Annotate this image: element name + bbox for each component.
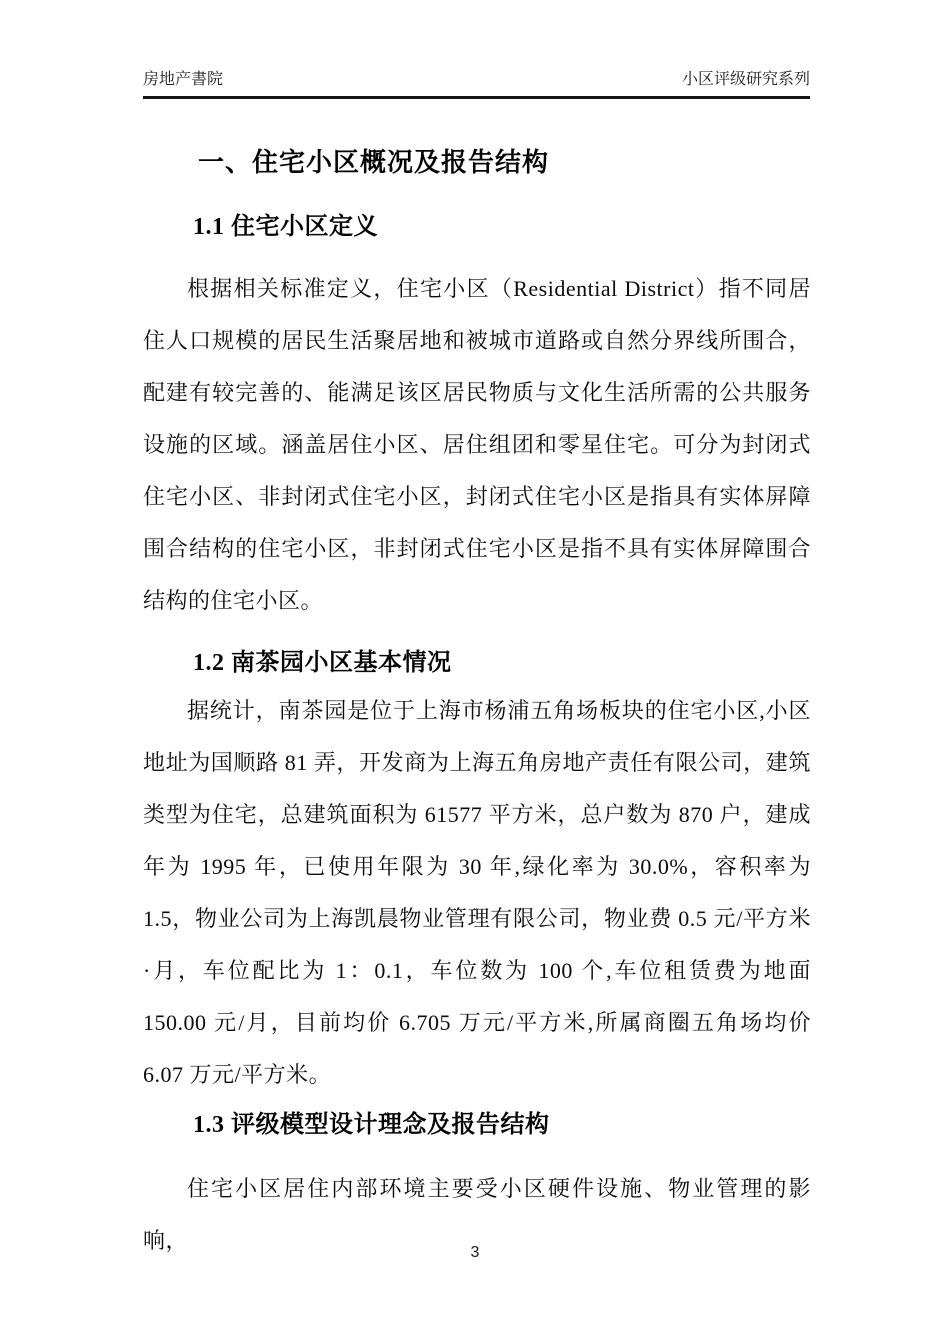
- section-heading-1-3: 1.3 评级模型设计理念及报告结构: [193, 1112, 550, 1138]
- section-heading-1-1: 1.1 住宅小区定义: [193, 214, 378, 240]
- header-right-text: 小区评级研究系列: [681, 71, 810, 88]
- paragraph-model-intro: 住宅小区居住内部环境主要受小区硬件设施、物业管理的影响，: [143, 1176, 811, 1253]
- chapter-title: 一、住宅小区概况及报告结构: [198, 148, 550, 177]
- section-heading-1-2: 1.2 南茶园小区基本情况: [193, 650, 452, 676]
- page-footer: [0, 1244, 950, 1262]
- header-left-text: 房地产書院: [143, 71, 224, 88]
- paragraph-community-info: 据统计，南茶园是位于上海市杨浦五角场板块的住宅小区,小区地址为国顺路 81 弄，开发商为上海五角房地产责任有限公司，建筑类型为住宅，总建筑面积为 61577 平方米，总户数为 870 户，建成年为 1995 年，已使用年限为 30 年,绿化率为 30.0%，容积率为 1.5，物业公司为上海凯晨物业管理有限公司，物业费 0.5 元/平方米·月，车位配比为 1：0.1，车位数为 100 个,车位租赁费为地面 150.00 元/月，目前均价 6.705 万元/平方米,所属商圈五角场均价 6.07 万元/平方米。: [143, 698, 811, 1087]
- page-number: 3: [470, 1244, 480, 1261]
- page-header: [143, 66, 810, 99]
- paragraph-definition: 根据相关标准定义，住宅小区（Residential District）指不同居住人口规模的居民生活聚居地和被城市道路或自然分界线所围合，配建有较完善的、能满足该区居民物质与文化生活所需的公共服务设施的区域。涵盖居住小区、居住组团和零星住宅。可分为封闭式住宅小区、非封闭式住宅小区，封闭式住宅小区是指具有实体屏障围合结构的住宅小区，非封闭式住宅小区是指不具有实体屏障围合结构的住宅小区。: [143, 276, 811, 613]
